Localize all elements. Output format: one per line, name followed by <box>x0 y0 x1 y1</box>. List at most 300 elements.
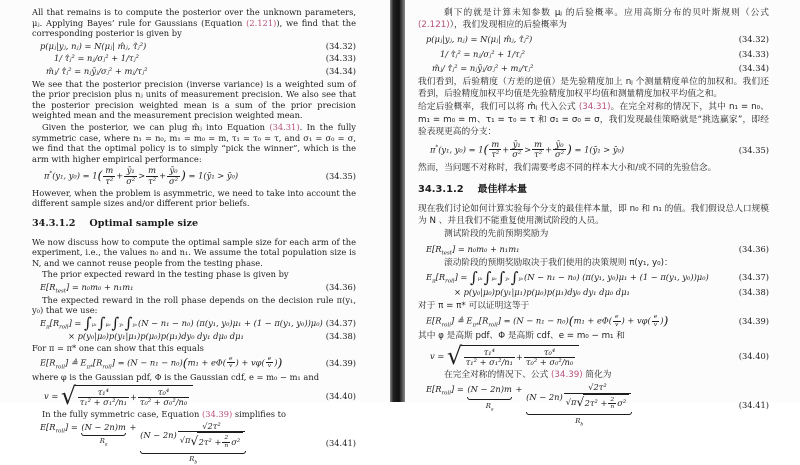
paragraph-text: 其中 φ 是高斯 pdf、Φ 是高斯 cdf、e = m₀ − m₁ 和 <box>418 331 625 342</box>
equation-number: (34.35) <box>325 170 356 181</box>
math-token: e <box>267 354 272 362</box>
equation-number: (34.40) <box>738 350 769 361</box>
math-token: (N − n₁ − n₀) (π(y₁, y₀)μ₁ + (1 − π(y₁, y₀))μ₀) <box>524 272 709 283</box>
math-token: √2τ² <box>588 382 607 393</box>
eq-ref-link[interactable]: (2.121) <box>246 17 277 28</box>
equation-number: (34.37) <box>325 317 356 328</box>
equation-body <box>32 282 326 293</box>
paragraph <box>418 7 769 31</box>
math-token: ȳ₀ <box>169 165 178 176</box>
equation-body <box>32 166 326 186</box>
fraction <box>146 166 158 186</box>
math-token: v <box>266 362 274 370</box>
equation-body <box>32 356 326 370</box>
equation-body <box>418 314 739 328</box>
fraction <box>222 435 230 449</box>
math-token: E <box>40 317 47 328</box>
math-token: ] ≜ E <box>450 315 473 326</box>
integral-sign: ∫ <box>111 314 120 333</box>
math-token: roll <box>59 324 69 331</box>
math-token: > <box>524 144 532 155</box>
math-token: σ² <box>231 436 241 447</box>
math-token: 2 <box>224 434 229 442</box>
underbrace <box>467 383 511 411</box>
underbrace-label <box>575 415 583 427</box>
math-token: a <box>490 406 494 412</box>
math-token: roll <box>445 278 455 285</box>
math-token: σ² <box>512 149 522 160</box>
math-token: ) <box>277 354 283 370</box>
math-token: m <box>491 139 500 150</box>
math-token: y₀ <box>132 322 138 328</box>
math-token: (y₁, y₀) = 1 <box>438 144 484 155</box>
equation-number: (34.41) <box>738 400 769 411</box>
radical <box>446 341 579 370</box>
math-token: 2 <box>610 395 615 403</box>
math-token: 2τ² + <box>584 398 608 409</box>
math-token: v = <box>44 390 59 401</box>
paragraph-text: ），我们发现相应的后验概率为 <box>449 20 567 31</box>
page-divider <box>390 0 405 402</box>
equation-number: (34.35) <box>738 144 769 155</box>
math-token: y₀ <box>518 277 524 283</box>
math-token: ] = n₀m₀ + n₁m₁ <box>452 243 520 254</box>
paragraph-text: simplifies to <box>232 409 286 420</box>
math-token: ( <box>483 141 489 157</box>
radical-sign: √ <box>190 433 199 448</box>
paragraph-text: 在完全对称的情况下、公式 <box>444 370 552 381</box>
equation-34-37 <box>418 268 769 287</box>
fraction <box>227 356 235 370</box>
math-token: ( <box>182 354 188 370</box>
equation-number: (34.37) <box>738 272 769 283</box>
fraction <box>510 140 523 160</box>
math-token: roll <box>441 390 451 397</box>
math-token: ) <box>660 315 664 326</box>
equation-number: (34.34) <box>738 62 769 73</box>
equation-number: (34.41) <box>325 437 356 448</box>
paragraph-text: The prior expected reward in the testing phase is given by <box>42 269 289 280</box>
equation-34-35 <box>32 166 356 186</box>
fraction <box>608 397 616 411</box>
paragraph <box>32 409 356 420</box>
paragraph-text: We see that the posterior precision (inverse variance) is a weighted sum of the prior precision plus nⱼ units of measurement precision. We also see that the posterior precision weighted mean is a sum of the prior precision weighted mean and the measurement precision weighted mean. <box>32 78 356 121</box>
paragraph-text: For π = π* one can show that this equals <box>32 343 204 354</box>
equation-number: (34.38) <box>325 330 356 341</box>
math-token: τ² <box>491 149 500 160</box>
math-token: * <box>49 170 53 177</box>
math-token: a <box>104 442 108 448</box>
integral-sign: ∫ <box>470 268 478 287</box>
paragraph-text: In the fully symmetric case, Equation <box>42 409 203 420</box>
paragraph-text: 。在完全对称的情况下，其中 n₁ = n₀、m₁ = m₀ = m、τ₁ = τ₀ = τ 和 σ₁ = σ₀ = σ，我们发现最佳策略就是“挑选赢家”，即经验表现更高的分支： <box>418 102 769 137</box>
equation-number: (34.34) <box>325 65 356 76</box>
math-token: ) <box>663 313 669 329</box>
paragraph-text: 现在我们讨论如何计算实验每个分支的最佳样本量，即 n₀ 和 n₁ 的值。我们假设总人口规模为 N 、并且我们不能重复使用测试阶段的人员。 <box>418 204 769 227</box>
paragraph-text: 滚动阶段的预期奖励取决于我们使用的决策规则 π(y₁, y₀)： <box>444 257 673 268</box>
paragraph <box>418 203 769 227</box>
math-token: E[R <box>40 357 56 368</box>
paragraph-text: We now discuss how to compute the optimal sample size for each arm of the experiment, i.e., the values n₀ and n₁. We assume the total population size is N, and we cannot reuse people from the testing phase. <box>32 236 356 268</box>
equation-34-41 <box>418 383 769 427</box>
underbrace <box>81 422 125 447</box>
math-token: roll <box>441 322 451 329</box>
math-token: m₁ + eΦ( <box>187 357 226 368</box>
math-token: τ₁⁴ <box>97 386 109 397</box>
math-token: [R <box>435 272 446 283</box>
radicand <box>75 385 193 408</box>
equation-34-32 <box>418 33 769 45</box>
math-token: π <box>46 324 50 331</box>
paragraph-text: However, when the problem is asymmetric, we need to take into account the different sample sizes and/or different prior beliefs. <box>32 187 356 209</box>
paragraph-text: 我们看到，后验精度（方差的逆值）是先验精度加上 nⱼ 个测量精度单位的加权和。我们还看到，后验精度加权平均值是先验精度加权平均值和测量精度加权平均值之和。 <box>418 77 769 100</box>
radical <box>190 432 243 449</box>
equation-number: (34.33) <box>325 53 356 64</box>
paragraph-text: All that remains is to compute the posterior over the unknown parameters, μⱼ. Applying Bayes’ rule for Gaussians (Equation <box>32 7 356 28</box>
math-token: R <box>575 416 581 425</box>
math-token: √π <box>565 396 577 407</box>
eq-ref-link[interactable]: (34.39) <box>202 409 233 420</box>
math-token: [R <box>92 357 103 368</box>
fraction <box>124 166 137 186</box>
underbrace-label <box>189 454 197 465</box>
math-token: √π <box>179 435 191 446</box>
paragraph <box>32 372 356 383</box>
math-token: test <box>441 250 452 257</box>
math-token: τ₀² + σ₀²/n₀ <box>525 356 574 367</box>
radical-sign: √ <box>446 341 463 370</box>
math-token: ] = <box>450 384 464 395</box>
math-token: τ₁² + σ₁²/n₁ <box>79 397 127 408</box>
math-token: test <box>55 288 66 295</box>
equation-number: (34.39) <box>738 316 769 327</box>
underbrace <box>526 383 632 427</box>
equation-34-32 <box>32 41 356 52</box>
math-token: τ₀⁴ <box>543 346 556 357</box>
equation-body <box>418 383 739 427</box>
math-token: ( <box>568 313 574 329</box>
paragraph-text: Given the posterior, we can plug m̂ⱼ into Equation <box>42 121 270 132</box>
paragraph <box>418 369 769 381</box>
eq-ref-link[interactable]: (34.31) <box>578 102 611 113</box>
math-token: √2τ² <box>202 420 221 431</box>
math-token: ) + vφ( <box>235 357 265 368</box>
math-token: roll <box>102 364 112 371</box>
equation-34-41 <box>32 422 356 464</box>
math-token: E[R <box>40 421 56 432</box>
math-token: + <box>129 421 137 432</box>
equation-34-39 <box>418 314 769 328</box>
math-token <box>178 431 246 449</box>
equation-body <box>418 243 739 255</box>
math-token: m <box>534 139 543 150</box>
equation-number: (34.39) <box>325 357 356 368</box>
math-token: R <box>99 437 105 446</box>
math-token: τ₀⁴ <box>157 386 170 397</box>
underbrace-label <box>486 400 494 412</box>
math-token: e <box>614 313 619 321</box>
fraction <box>613 314 621 328</box>
fraction <box>178 422 246 450</box>
math-token: ] = (N − n₁ − n₀) <box>111 357 183 368</box>
math-token: π* <box>86 364 93 371</box>
math-token: τ² <box>148 175 157 186</box>
equation-body: m̂ⱼ/ τ̂ⱼ² = nⱼȳⱼ/σⱼ² + mⱼ/τⱼ² <box>46 65 148 76</box>
math-token: (N − 2n)m <box>81 421 126 432</box>
section-number: 34.3.1.2 <box>32 218 76 230</box>
paragraph <box>32 237 356 269</box>
math-token: ȳ₁ <box>126 165 135 176</box>
equation-34-33 <box>418 48 769 60</box>
equation-number: (34.40) <box>325 390 356 401</box>
paragraph <box>418 162 769 174</box>
math-token: m₁ + eΦ( <box>573 315 612 326</box>
equation-body <box>32 314 326 333</box>
math-token: E[R <box>40 282 56 293</box>
radicand <box>583 394 630 411</box>
equation-34-40 <box>418 341 769 370</box>
math-token: ) + vφ( <box>621 315 651 326</box>
equation-body: m̂ⱼ/ τ̂ⱼ² = nⱼȳⱼ/σⱼ² + mⱼ/τⱼ² <box>432 62 534 73</box>
paragraph <box>32 343 356 354</box>
math-token: * <box>435 144 439 151</box>
math-token: n <box>610 403 615 411</box>
section-number: 34.3.1.2 <box>418 183 464 195</box>
paragraph-text: . In the fully symmetric case, where n₁ = n₀, m₁ = m₀ = m, τ₁ = τ₀ = τ, and σ₁ = σ₀ = σ, we find that the optimal policy is to simply “pick the winner”, which is the arm with higher empirical performance: <box>32 121 356 164</box>
paragraph-text: 测试阶段的先前预期奖励为 <box>444 229 549 240</box>
math-token: E[R <box>426 384 442 395</box>
equation-number: (34.32) <box>738 34 769 45</box>
math-token: + <box>502 144 510 155</box>
math-token: τ₁² + σ₁²/n₁ <box>465 356 513 367</box>
math-token: roll <box>55 364 65 371</box>
math-token: σ² <box>169 175 179 186</box>
math-token: ) <box>567 141 572 157</box>
equation-number: (34.38) <box>738 286 769 297</box>
equation-34-35 <box>418 140 769 160</box>
math-token: roll <box>488 322 498 329</box>
math-token: σ² <box>555 149 565 160</box>
paragraph-text: 对于 π = π* 可以证明这等于 <box>418 300 530 311</box>
math-token: [R <box>478 315 489 326</box>
math-token: ] = <box>64 421 78 432</box>
math-token <box>564 393 632 411</box>
eq-ref-link[interactable]: (34.31) <box>269 121 300 132</box>
math-token: (N − n₁ − n₀) (π(y₁, y₀)μ₁ + (1 − π(y₁, y₀))μ₀) <box>138 317 323 328</box>
radical-sign: √ <box>60 381 77 410</box>
equation-number: (34.32) <box>325 40 356 51</box>
section-title: Optimal sample size <box>89 218 199 230</box>
eq-ref-link[interactable]: (34.39) <box>551 370 583 381</box>
paragraph <box>32 122 356 164</box>
integral-sign: ∫ <box>497 268 506 287</box>
equation-34-37 <box>32 314 356 333</box>
math-token: σ² <box>617 398 627 409</box>
paragraph-text: 然而，当问题不对称时，我们需要考虑不同的样本大小和/或不同的先验信念。 <box>418 162 717 173</box>
integral-sign: ∫ <box>483 268 492 287</box>
equation-34-36 <box>418 243 769 255</box>
equation-body: p(μⱼ|yⱼ, nⱼ) = N(μⱼ| m̂ⱼ, τ̂ⱼ²) <box>40 40 147 51</box>
math-token: = 1(ȳ₁ > ȳ₀) <box>188 170 239 181</box>
math-token: + <box>159 170 167 181</box>
math-token: > <box>138 170 146 181</box>
equation-34-38 <box>418 286 769 298</box>
math-token: (y₁, y₀) = 1 <box>52 170 98 181</box>
math-token: τ² <box>105 175 114 186</box>
math-token: ] = <box>68 317 82 328</box>
equation-body <box>418 140 739 160</box>
equation-34-34 <box>418 62 769 74</box>
fraction <box>78 388 129 408</box>
equation-number: (34.36) <box>738 243 769 254</box>
paragraph <box>418 101 769 138</box>
math-token: b <box>194 459 198 465</box>
integral-sign: ∫ <box>510 268 519 287</box>
fraction <box>266 356 274 370</box>
equation-34-40 <box>32 381 356 410</box>
equation-body: 1/ τ̂ⱼ² = nⱼ/σⱼ² + 1/τⱼ² <box>54 53 139 64</box>
paragraph <box>32 295 356 316</box>
math-token: ȳ₁ <box>512 139 521 150</box>
paragraph <box>418 228 769 240</box>
paragraph-text: ), we find that the corresponding posterior is given by <box>32 17 357 39</box>
paragraph-text: The expected reward in the roll phase depends on the decision rule π(y₁, y₀) that we use: <box>32 294 356 316</box>
math-token: y₁ <box>505 277 510 283</box>
fraction <box>564 383 632 411</box>
math-token: τ₁⁴ <box>483 346 495 357</box>
section-title: 最佳样本量 <box>477 183 527 195</box>
paragraph <box>32 188 356 209</box>
radicand <box>197 432 244 449</box>
math-token: v <box>613 321 621 329</box>
math-token: π <box>430 144 436 155</box>
math-token: + <box>129 392 137 403</box>
equation-body: 1/ τ̂ⱼ² = nⱼ/σⱼ² + 1/τⱼ² <box>440 48 525 59</box>
fraction <box>553 140 566 160</box>
equation-body <box>32 422 326 464</box>
paragraph <box>32 269 356 280</box>
integral-sign: ∫ <box>84 314 92 333</box>
equation-34-33 <box>32 53 356 64</box>
integral-sign: ∫ <box>97 314 106 333</box>
fraction <box>103 166 115 186</box>
math-token: σ² <box>126 175 136 186</box>
math-token: π <box>432 278 436 285</box>
fraction <box>652 314 660 328</box>
integral-sign: ∫ <box>124 314 133 333</box>
math-token: μ₁ <box>91 322 97 328</box>
math-token: roll <box>55 428 65 435</box>
math-token: ȳ₀ <box>555 139 564 150</box>
math-token: τ² <box>534 149 543 160</box>
fraction <box>138 388 189 408</box>
math-token: + <box>515 384 523 395</box>
math-token: e <box>228 354 233 362</box>
fraction <box>464 348 515 368</box>
math-token: v <box>652 321 660 329</box>
math-token: (N − 2n) <box>526 392 563 403</box>
underbrace <box>140 422 246 464</box>
fraction <box>524 348 575 368</box>
equation-34-39 <box>32 356 356 370</box>
underbrace-label <box>100 436 108 447</box>
equation-number: (34.36) <box>325 282 356 293</box>
math-token: (N − 2n)m <box>467 384 512 395</box>
math-token: m <box>148 165 157 176</box>
equation-body: p(μⱼ|yⱼ, nⱼ) = N(μⱼ| m̂ⱼ, τ̂ⱼ²) <box>426 34 533 45</box>
radical <box>576 394 629 411</box>
math-token: R <box>485 401 491 410</box>
equation-number: (34.33) <box>738 48 769 59</box>
radical-sign: √ <box>576 395 585 410</box>
section-heading <box>32 219 356 230</box>
eq-ref-link[interactable]: (2.121) <box>418 20 450 31</box>
equation-body: × p(y₀|μ₀)p(y₁|μ₁)p(μ₀)p(μ₁)dy₀ dy₁ dμ₀ dμ₁ <box>454 286 630 297</box>
math-token: y₁ <box>119 322 124 328</box>
equation-34-36 <box>32 282 356 293</box>
math-token: ] = (N − n₁ − n₀) <box>497 315 569 326</box>
fraction <box>489 140 501 160</box>
math-token: ] ≜ E <box>64 357 87 368</box>
fraction <box>532 140 544 160</box>
paragraph-text: where φ is the Gaussian pdf, Φ is the Gaussian cdf, e = m₀ − m₁ and <box>32 372 319 383</box>
math-token: ) <box>274 357 278 368</box>
radicand <box>461 345 579 368</box>
paragraph <box>32 79 356 121</box>
paragraph <box>418 300 769 312</box>
paragraph-text: 剩下的就是计算未知参数 μⱼ 的后验概率。应用高斯分布的贝叶斯规则（公式 <box>444 8 769 18</box>
math-token: e <box>653 313 658 321</box>
math-token: ) <box>181 167 186 183</box>
math-token: E <box>426 272 433 283</box>
page-right-chinese <box>405 0 800 428</box>
paragraph <box>418 257 769 269</box>
math-token: n <box>224 441 229 449</box>
math-token: + <box>545 144 553 155</box>
math-token: μ₁ <box>477 277 483 283</box>
equation-body <box>418 268 739 287</box>
math-token: ] = <box>454 272 468 283</box>
math-token: π <box>44 170 50 181</box>
math-token: μ₀ <box>491 277 497 283</box>
math-token: + <box>116 170 124 181</box>
equation-body: × p(y₀|μ₀)p(y₁|μ₁)p(μ₀)p(μ₁)dy₀ dy₁ dμ₀ dμ₁ <box>68 330 244 341</box>
math-token: [R <box>49 317 60 328</box>
paragraph-text: 简化为 <box>582 370 612 381</box>
math-token: 2τ² + <box>198 436 222 447</box>
radical <box>60 381 193 410</box>
math-token: τ₀² + σ₀²/n₀ <box>139 397 188 408</box>
math-token: E[R <box>426 243 442 254</box>
equation-34-34 <box>32 66 356 77</box>
math-token: b <box>580 422 584 428</box>
equation-body <box>418 341 739 370</box>
fraction <box>167 166 180 186</box>
math-token: + <box>515 352 523 363</box>
math-token: m <box>105 165 114 176</box>
math-token: ] = n₀m₀ + n₁m₁ <box>66 282 134 293</box>
paragraph-text: 给定后验概率，我们可以将 m̂ⱼ 代入公式 <box>418 102 579 113</box>
equation-body <box>32 381 326 410</box>
math-token: π* <box>472 322 479 329</box>
math-token: v <box>227 362 235 370</box>
math-token: μ₀ <box>105 322 111 328</box>
math-token: ( <box>97 167 103 183</box>
paragraph <box>418 330 769 342</box>
section-heading <box>418 184 769 196</box>
page-left-english <box>0 0 390 465</box>
equation-34-38 <box>32 331 356 342</box>
